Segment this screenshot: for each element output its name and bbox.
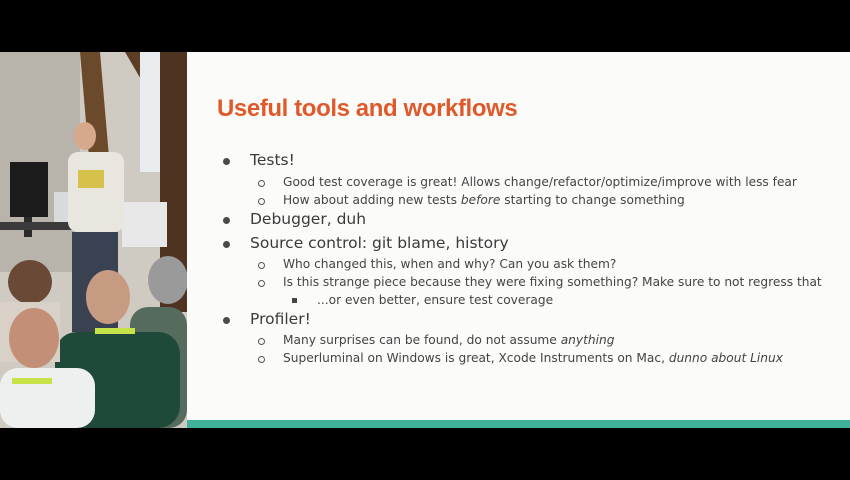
sub-bullet-emphasis: dunno about Linux bbox=[668, 351, 783, 365]
sub-bullet-emphasis: anything bbox=[560, 333, 615, 347]
slide-accent-bar bbox=[187, 420, 850, 428]
hollow-bullet-icon bbox=[258, 180, 265, 187]
speaker-scene-image bbox=[0, 52, 187, 428]
sub-bullet-item bbox=[283, 333, 614, 347]
hollow-bullet-icon bbox=[258, 338, 265, 345]
hollow-bullet-icon bbox=[258, 262, 265, 269]
hollow-bullet-icon bbox=[258, 198, 265, 205]
sub-bullet-item bbox=[283, 175, 797, 189]
presentation-slide bbox=[187, 52, 850, 422]
bullet-item bbox=[250, 234, 509, 252]
bullet-item bbox=[250, 151, 295, 169]
sub-bullet-text-pre: How about adding new tests bbox=[283, 193, 461, 207]
sub-sub-bullet-text: ...or even better, ensure test coverage bbox=[317, 293, 554, 307]
bullet-dot-icon bbox=[223, 217, 230, 224]
sub-bullet-item bbox=[283, 193, 685, 207]
bullet-text: Profiler! bbox=[250, 310, 311, 328]
bullet-list bbox=[187, 52, 850, 422]
sub-bullet-text: Is this strange piece because they were fixing something? Make sure to not regress that bbox=[283, 275, 822, 289]
speaker-camera-view bbox=[0, 52, 187, 428]
sub-bullet-item bbox=[283, 351, 783, 365]
bullet-dot-icon bbox=[223, 158, 230, 165]
sub-bullet-text-post: starting to change something bbox=[500, 193, 685, 207]
square-bullet-icon bbox=[292, 298, 297, 303]
sub-sub-bullet-item bbox=[317, 293, 553, 307]
sub-bullet-item bbox=[283, 275, 822, 289]
bullet-text: Source control: git blame, history bbox=[250, 234, 509, 252]
bullet-dot-icon bbox=[223, 241, 230, 248]
sub-bullet-text: Good test coverage is great! Allows change/refactor/optimize/improve with less fear bbox=[283, 175, 797, 189]
sub-bullet-item bbox=[283, 257, 616, 271]
sub-bullet-text-pre: Many surprises can be found, do not assume bbox=[283, 333, 561, 347]
bullet-dot-icon bbox=[223, 317, 230, 324]
sub-bullet-text-pre: Superluminal on Windows is great, Xcode Instruments on Mac, bbox=[283, 351, 669, 365]
hollow-bullet-icon bbox=[258, 280, 265, 287]
bullet-item bbox=[250, 310, 311, 328]
slide-title: Useful tools and workflows bbox=[217, 95, 518, 122]
hollow-bullet-icon bbox=[258, 356, 265, 363]
bullet-text: Tests! bbox=[250, 151, 295, 169]
bullet-item bbox=[250, 210, 366, 228]
bullet-text: Debugger, duh bbox=[250, 210, 367, 228]
sub-bullet-emphasis: before bbox=[460, 193, 501, 207]
sub-bullet-text: Who changed this, when and why? Can you ask them? bbox=[283, 257, 617, 271]
